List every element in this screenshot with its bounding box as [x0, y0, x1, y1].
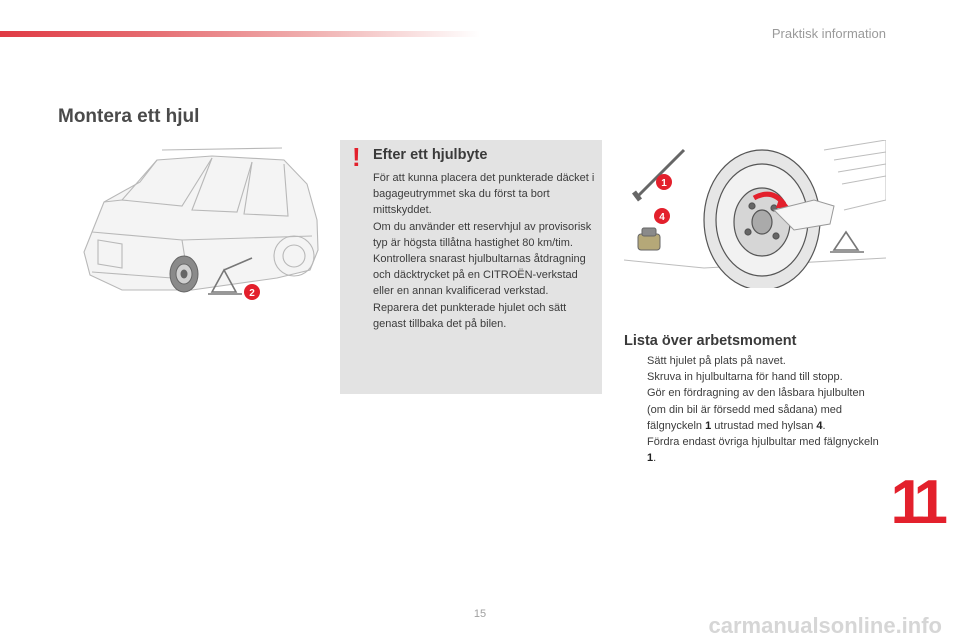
warning-paragraph: Kontrollera snarast hjulbultarnas åtdragning och däcktrycket på en CITROËN-verkstad eller en annan kvalificerad verkstad.	[373, 253, 586, 298]
section-title: Praktisk information	[771, 26, 886, 41]
wheel-callout-label: 1	[661, 178, 667, 189]
spare-wheel	[170, 256, 198, 292]
warning-paragraph: Om du använder ett reservhjul av provisorisk typ är högsta tillåtna hastighet 80 km/tim.	[373, 220, 592, 249]
warning-paragraph: För att kunna placera det punkterade däcket i bagageutrymmet ska du först ta bort mittskyddet.	[373, 172, 595, 217]
warning-body	[373, 170, 597, 332]
procedure-step: Skruva in hjulbultarna för hand till stopp.	[647, 371, 843, 384]
car-callout-label: 2	[249, 288, 255, 299]
scissor-jack-icon	[830, 232, 864, 252]
procedure-title: Lista över arbetsmoment	[624, 333, 797, 349]
warning-exclamation-icon: !	[352, 142, 361, 172]
page-heading: Montera ett hjul	[58, 106, 200, 127]
warning-title: Efter ett hjulbyte	[373, 147, 488, 163]
procedure-steps	[624, 353, 886, 466]
socket-icon	[638, 228, 660, 250]
car-jack-illustration	[62, 140, 330, 318]
wheel-callout-label: 4	[659, 212, 665, 223]
page-number: 15	[473, 608, 487, 620]
watermark: carmanualsonline.info	[708, 613, 942, 638]
warning-paragraph: Reparera det punkterade hjulet och sätt genast tillbaka det på bilen.	[373, 301, 567, 330]
procedure-step: Fördra endast övriga hjulbultar med fälgnyckeln 1.	[647, 436, 879, 465]
wheel-mounting-illustration	[624, 140, 886, 288]
procedure-step: Gör en fördragning av den låsbara hjulbulten (om din bil är försedd med sådana) med fälgnyckeln 1 utrustad med hylsan 4.	[647, 387, 865, 432]
header-accent-bar	[0, 31, 480, 37]
chapter-number: 11	[890, 468, 940, 537]
procedure-step: Sätt hjulet på plats på navet.	[647, 355, 786, 367]
